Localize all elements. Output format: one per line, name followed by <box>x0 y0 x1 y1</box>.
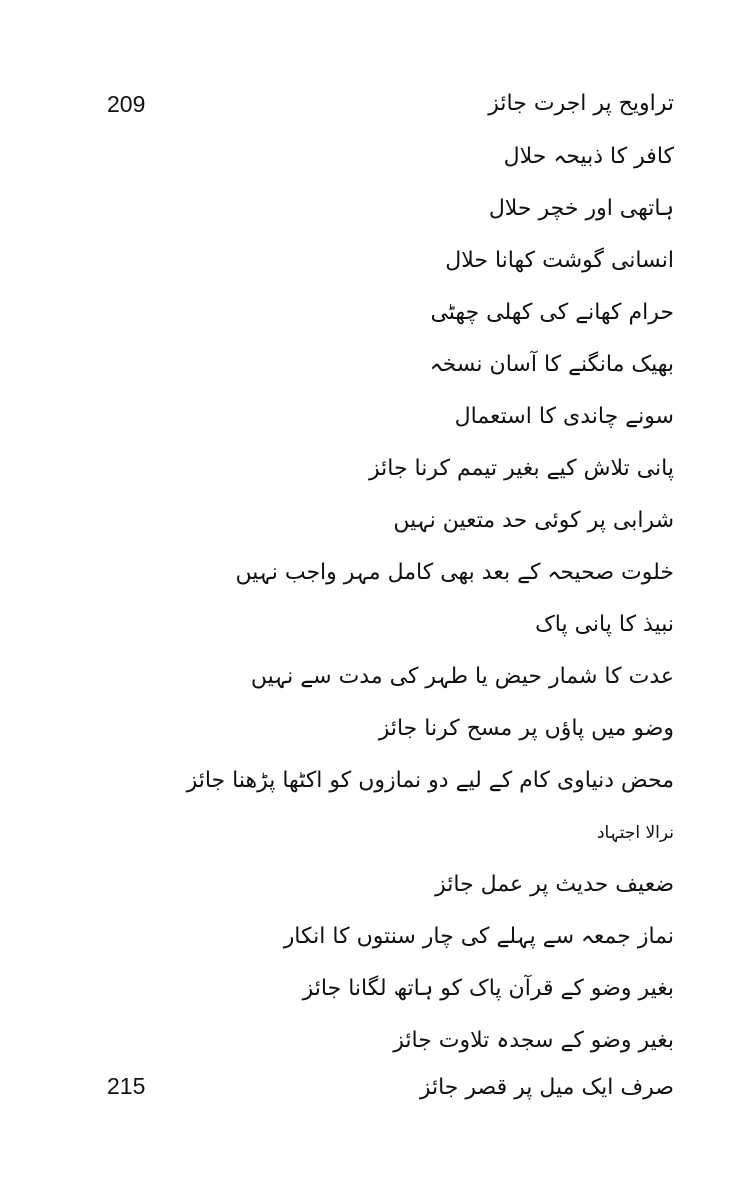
toc-entry: تراویح پر اجرت جائز <box>488 91 674 116</box>
toc-entry: عدت کا شمار حیض یا طہر کی مدت سے نہیں <box>250 664 674 689</box>
toc-entry: صرف ایک میل پر قصر جائز <box>419 1075 674 1100</box>
toc-entry: نماز جمعہ سے پہلے کی چار سنتوں کا انکار <box>283 924 674 949</box>
toc-entry: نبیذ کا پانی پاک <box>535 612 674 637</box>
toc-entry: وضو میں پاؤں پر مسح کرنا جائز <box>378 716 674 741</box>
toc-entry: حرام کھانے کی کھلی چھٹی <box>430 300 674 325</box>
toc-entry: بغیر وضو کے سجدہ تلاوت جائز <box>393 1028 674 1053</box>
toc-entry: انسانی گوشت کھانا حلال <box>445 248 674 273</box>
toc-entry: ہاتھی اور خچر حلال <box>488 196 674 221</box>
toc-entry: ضعیف حدیث پر عمل جائز <box>435 872 674 897</box>
toc-entry: کافر کا ذبیحہ حلال <box>503 144 674 169</box>
toc-entry: پانی تلاش کیے بغیر تیمم کرنا جائز <box>369 456 674 481</box>
toc-entry: نرالا اجتہاد <box>596 823 674 843</box>
toc-entry: محض دنیاوی کام کے لیے دو نمازوں کو اکٹھا پڑھنا جائز <box>186 768 674 793</box>
toc-entry: بغیر وضو کے قرآن پاک کو ہاتھ لگانا جائز <box>302 976 674 1001</box>
toc-entry: بھیک مانگنے کا آسان نسخہ <box>429 352 674 377</box>
toc-entry: شرابی پر کوئی حد متعین نہیں <box>393 508 674 533</box>
page-number: 215 <box>107 1073 146 1099</box>
toc-entry: سونے چاندی کا استعمال <box>454 404 674 429</box>
page-number: 209 <box>107 91 146 117</box>
toc-entry: خلوت صحیحہ کے بعد بھی کامل مہر واجب نہیں <box>235 560 674 585</box>
